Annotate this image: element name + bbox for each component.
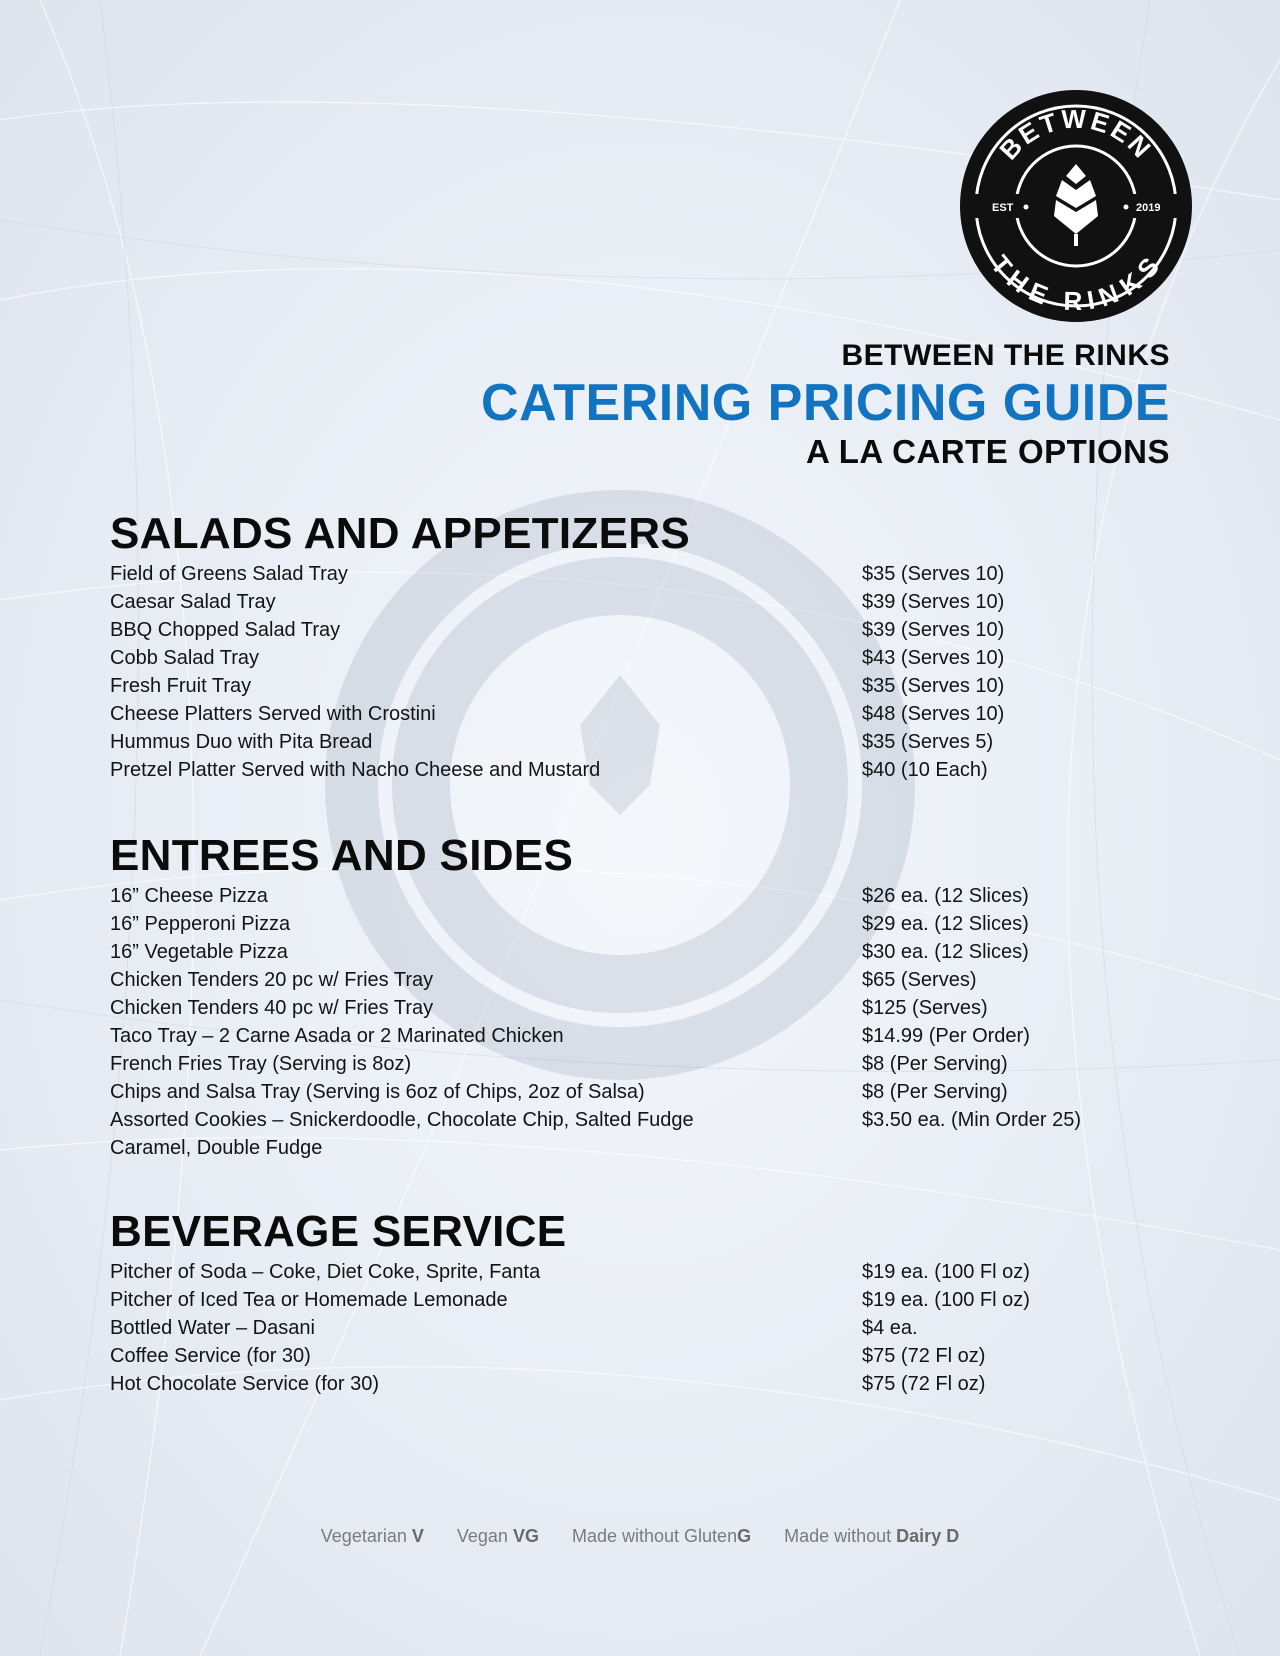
item-name: Cheese Platters Served with Crostini bbox=[110, 703, 436, 725]
between-the-rinks-logo bbox=[958, 88, 1194, 324]
item-name: 16” Vegetable Pizza bbox=[110, 941, 288, 963]
item-name: Chips and Salsa Tray (Serving is 6oz of Chips, 2oz of Salsa) bbox=[110, 1081, 645, 1103]
item-price: $35 (Serves 10) bbox=[862, 563, 1005, 585]
page-subtitle: A LA CARTE OPTIONS bbox=[805, 433, 1170, 470]
item-price: $8 (Per Serving) bbox=[862, 1053, 1008, 1075]
item-price: $35 (Serves 5) bbox=[862, 731, 994, 753]
item-name: Bottled Water – Dasani bbox=[110, 1317, 315, 1339]
menu-item bbox=[110, 910, 1170, 938]
item-name: Chicken Tenders 40 pc w/ Fries Tray bbox=[110, 997, 434, 1019]
section-heading: SALADS AND APPETIZERS bbox=[110, 509, 690, 558]
menu-item bbox=[110, 1050, 1170, 1078]
item-name: Caesar Salad Tray bbox=[110, 591, 276, 613]
item-price: $43 (Serves 10) bbox=[862, 647, 1005, 669]
item-price: $65 (Serves) bbox=[862, 969, 977, 991]
menu-item bbox=[110, 728, 1170, 756]
item-price: $14.99 (Per Order) bbox=[862, 1025, 1030, 1047]
section-entrees bbox=[110, 830, 1170, 1162]
item-price: $39 (Serves 10) bbox=[862, 591, 1005, 613]
item-price: $75 (72 Fl oz) bbox=[862, 1345, 986, 1367]
section-beverages bbox=[110, 1206, 1170, 1398]
menu-item bbox=[110, 1258, 1170, 1286]
item-price: $19 ea. (100 Fl oz) bbox=[862, 1289, 1030, 1311]
svg-text:THE RINKS: THE RINKS bbox=[984, 249, 1167, 317]
item-name: Cobb Salad Tray bbox=[110, 647, 259, 669]
item-name: Taco Tray – 2 Carne Asada or 2 Marinated Chicken bbox=[110, 1025, 564, 1047]
menu-item bbox=[110, 1286, 1170, 1314]
legend-vegan: Vegan VG bbox=[456, 1526, 539, 1546]
item-name: 16” Cheese Pizza bbox=[110, 885, 268, 907]
menu-item bbox=[110, 560, 1170, 588]
menu-item bbox=[110, 672, 1170, 700]
item-name: Pitcher of Soda – Coke, Diet Coke, Sprite, Fanta bbox=[110, 1261, 541, 1283]
section-heading: ENTREES AND SIDES bbox=[110, 831, 574, 880]
item-price: $19 ea. (100 Fl oz) bbox=[862, 1261, 1030, 1283]
menu-item bbox=[110, 966, 1170, 994]
item-name: Chicken Tenders 20 pc w/ Fries Tray bbox=[110, 969, 434, 991]
item-name: Pretzel Platter Served with Nacho Cheese and Mustard bbox=[110, 759, 601, 781]
menu-item bbox=[110, 1106, 1170, 1162]
menu-item bbox=[110, 938, 1170, 966]
item-name: Assorted Cookies – Snickerdoodle, Chocolate Chip, Salted Fudge Caramel, Double Fudge bbox=[110, 1109, 694, 1159]
legend-gluten-free: Made without GlutenG bbox=[571, 1526, 752, 1546]
menu-item bbox=[110, 588, 1170, 616]
item-name: Hummus Duo with Pita Bread bbox=[110, 731, 373, 753]
brand-name: BETWEEN THE RINKS bbox=[841, 339, 1170, 372]
menu-item bbox=[110, 1342, 1170, 1370]
page-title: CATERING PRICING GUIDE bbox=[481, 374, 1170, 432]
item-price: $30 ea. (12 Slices) bbox=[862, 941, 1029, 963]
menu-item bbox=[110, 756, 1170, 784]
item-name: Fresh Fruit Tray bbox=[110, 675, 252, 697]
menu-item bbox=[110, 616, 1170, 644]
item-price: $125 (Serves) bbox=[862, 997, 988, 1019]
item-price: $39 (Serves 10) bbox=[862, 619, 1005, 641]
menu-item bbox=[110, 882, 1170, 910]
dietary-legend bbox=[0, 1526, 1280, 1547]
item-price: $48 (Serves 10) bbox=[862, 703, 1005, 725]
section-salads bbox=[110, 508, 1170, 784]
legend-vegetarian: Vegetarian V bbox=[320, 1526, 424, 1546]
svg-text:2019: 2019 bbox=[1136, 202, 1161, 214]
item-name: Hot Chocolate Service (for 30) bbox=[110, 1373, 380, 1395]
item-price: $26 ea. (12 Slices) bbox=[862, 885, 1029, 907]
menu-item bbox=[110, 1314, 1170, 1342]
menu-item bbox=[110, 1078, 1170, 1106]
svg-text:BETWEEN: BETWEEN bbox=[993, 103, 1159, 166]
item-name: Field of Greens Salad Tray bbox=[110, 563, 348, 585]
item-price: $29 ea. (12 Slices) bbox=[862, 913, 1029, 935]
menu-item bbox=[110, 644, 1170, 672]
item-price: $4 ea. bbox=[862, 1317, 918, 1339]
item-name: 16” Pepperoni Pizza bbox=[110, 913, 291, 935]
legend-dairy-free: Made without Dairy D bbox=[784, 1526, 960, 1546]
menu-item bbox=[110, 994, 1170, 1022]
item-price: $75 (72 Fl oz) bbox=[862, 1373, 986, 1395]
item-name: BBQ Chopped Salad Tray bbox=[110, 619, 341, 641]
item-price: $3.50 ea. (Min Order 25) bbox=[862, 1109, 1081, 1131]
section-heading: BEVERAGE SERVICE bbox=[110, 1207, 567, 1256]
menu-item bbox=[110, 700, 1170, 728]
svg-text:EST: EST bbox=[992, 202, 1014, 214]
header-block bbox=[481, 338, 1170, 472]
item-name: French Fries Tray (Serving is 8oz) bbox=[110, 1053, 412, 1075]
menu-item bbox=[110, 1022, 1170, 1050]
item-name: Pitcher of Iced Tea or Homemade Lemonade bbox=[110, 1289, 508, 1311]
item-price: $8 (Per Serving) bbox=[862, 1081, 1008, 1103]
item-price: $40 (10 Each) bbox=[862, 759, 988, 781]
menu-item bbox=[110, 1370, 1170, 1398]
item-name: Coffee Service (for 30) bbox=[110, 1345, 311, 1367]
item-price: $35 (Serves 10) bbox=[862, 675, 1005, 697]
